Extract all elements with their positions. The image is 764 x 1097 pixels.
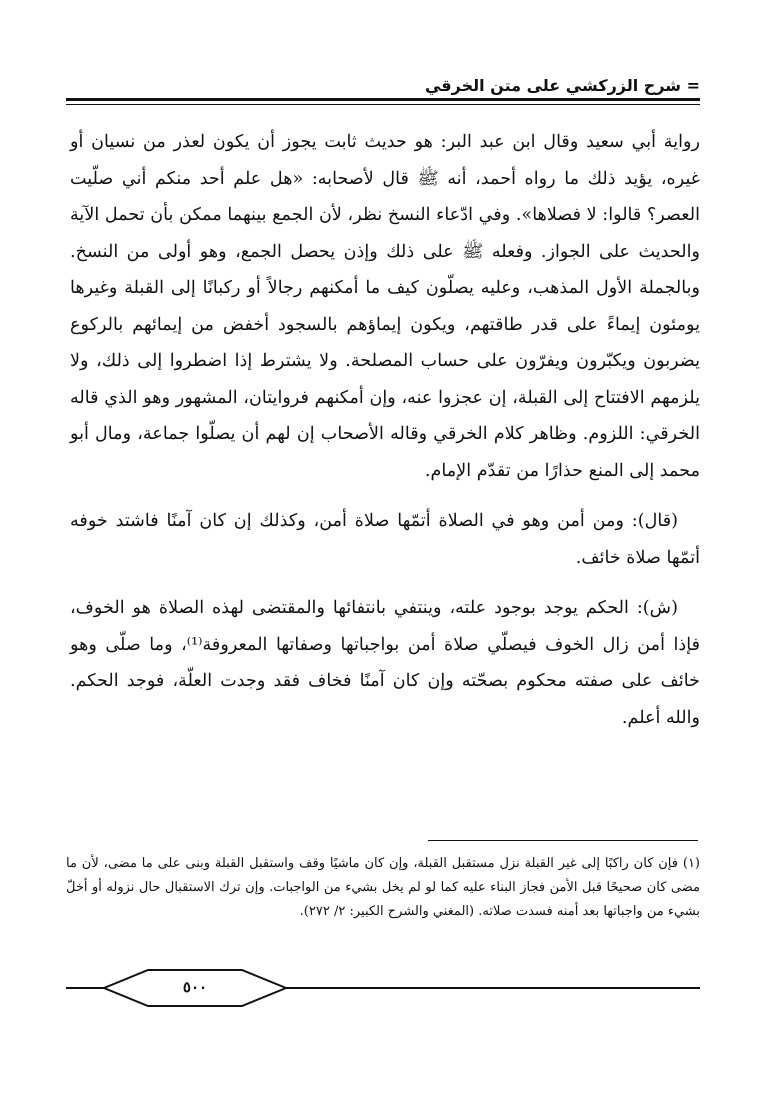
paragraph-3: (ش): الحكم يوجد بوجود علته، وينتفي بانتفائها والمقتضى لهذه الصلاة هو الخوف، فإذا أمن زال الخوف فيصلّي صلاة أمن بواجباتها وصفاتها المعروفة⁽¹⁾، وما صلّى وهو خائف على صفته محكوم بصحّته وإن كان آمنًا فخاف فقد وجدت العلّة، فوجد الحكم. والله أعلم. bbox=[70, 598, 700, 728]
paragraph-2: (قال): ومن أمن وهو في الصلاة أتمّها صلاة أمن، وكذلك إن كان آمنًا فاشتد خوفه أتمّها صلاة خائف. bbox=[70, 511, 700, 568]
running-header bbox=[66, 76, 700, 108]
paragraph-1: رواية أبي سعيد وقال ابن عبد البر: هو حديث ثابت يجوز أن يكون لعذر من نسيان أو غيره، يؤيد ذلك ما رواه أحمد، أنه ﷺ قال لأصحابه: «هل علم أحد منكم أني صلّيت العصر؟ قالوا: لا فصلاها». وفي ادّعاء النسخ نظر، لأن الجمع بينهما ممكن بأن تحمل الآية والحديث على الجواز. وفعله ﷺ على ذلك وإذن يحصل الجمع، وهو أولى من النسخ. وبالجملة الأول المذهب، وعليه يصلّون كيف ما أمكنهم رجالاً أو ركبانًا إلى القبلة وغيرها يومئون إيماءً على قدر طاقتهم، ويكون إيماؤهم بالسجود أخفض من إيمائهم بالركوع يضربون ويكبّرون ويفرّون على حساب المصلحة. ولا يشترط إذا اضطروا إلى ذلك، ولا يلزمهم الافتتاح إلى القبلة، إن عجزوا عنه، وإن أمكنهم فروايتان، المشهور وهو الذي قاله الخرقي: اللزوم. وظاهر كلام الخرقي وقاله الأصحاب إن لهم أن يصلّوا جماعة، ومال أبو محمد إلى المنع حذارًا من تقدّم الإمام. bbox=[70, 132, 700, 481]
footer-rule-right bbox=[278, 987, 700, 989]
header-rule bbox=[66, 98, 700, 101]
page-number: ٥٠٠ bbox=[182, 978, 208, 996]
body-text bbox=[70, 124, 700, 736]
footnote-separator bbox=[428, 840, 698, 841]
footnote-1: (١) فإن كان راكبًا إلى غير القبلة نزل مستقبل القبلة، وإن كان ماشيًا وقف واستقبل القبلة وبنى على ما مضى، لأن ما مضى كان صحيحًا قبل الأمن فجاز البناء عليه كما لو لم يخل بشيء من الواجبات. وإن ترك الاستقبال حال نزوله أو أخلّ بشيء من واجباتها بعد أمنه فسدت صلاته. (المغني والشرح الكبير: ٢/ ٢٧٢). bbox=[66, 856, 700, 919]
page-number-frame bbox=[102, 968, 288, 1008]
header-title: = شرح الزركشي على متن الخرقي bbox=[424, 76, 700, 95]
header-rule-thin bbox=[66, 104, 700, 105]
